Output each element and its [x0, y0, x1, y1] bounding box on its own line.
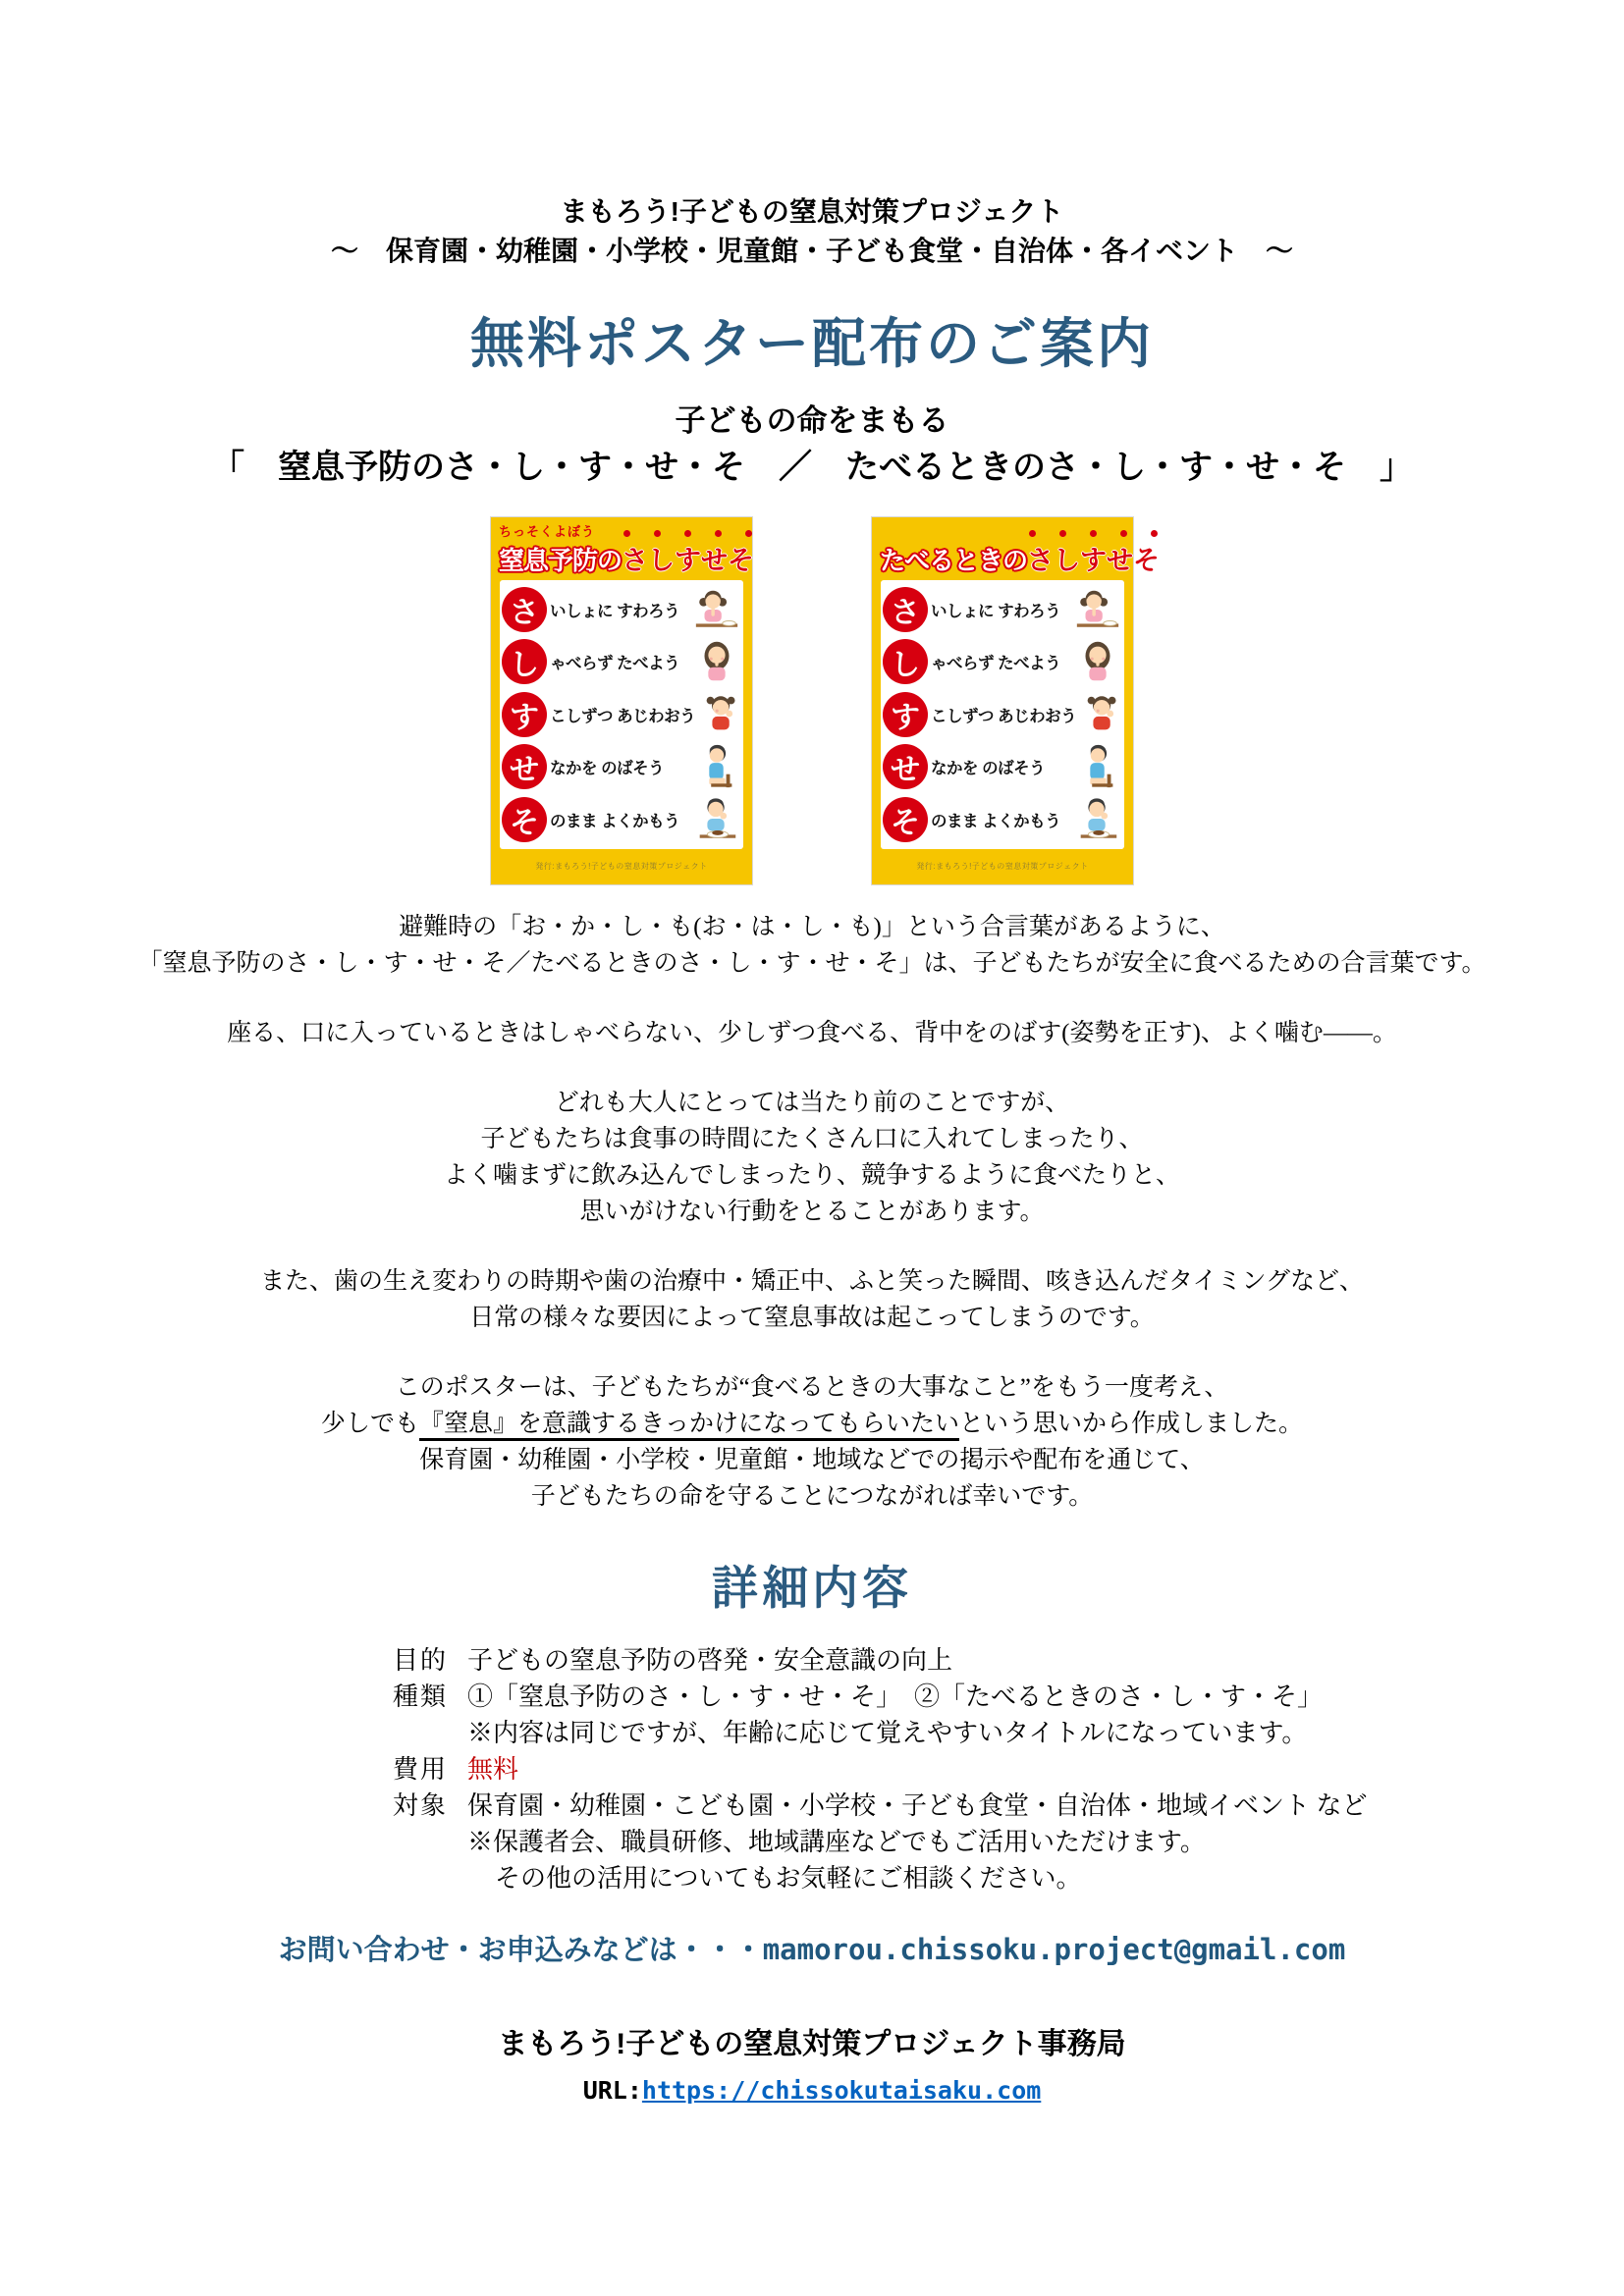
- poster-previews: [0, 516, 1624, 885]
- paragraph-line: 少しでも: [320, 1411, 419, 1437]
- paragraph-line: 保育園・幼稚園・小学校・児童館・地域などでの掲示や配布を通じて、: [419, 1447, 1205, 1473]
- kana-circle: す: [502, 692, 547, 737]
- detail-value: 子どもの窒息予防の啓発・安全意識の向上: [467, 1646, 953, 1675]
- poster-row: [883, 741, 1122, 794]
- paragraph-line: よく噛まずに飲み込んでしまったり、競争するように食べたりと、: [443, 1162, 1180, 1189]
- paragraph-line: 日常の様々な要因によって窒息事故は起こってしまうのです。: [469, 1305, 1155, 1331]
- girl-praying-icon: [1073, 585, 1122, 634]
- footer-url-line: [0, 2074, 1624, 2107]
- detail-target-note2: その他の活用についてもお気軽にご相談ください。: [495, 1864, 1082, 1893]
- paragraph-line: 思いがけない行動をとることがあります。: [579, 1199, 1045, 1225]
- detail-value-fee: 無料: [467, 1755, 519, 1784]
- project-header: [0, 0, 1624, 271]
- poster-rows-panel: [500, 580, 743, 849]
- poster-row-text: いしょに すわろう: [931, 602, 1061, 620]
- girl-tasting-icon: [698, 690, 747, 739]
- page-title: 無料ポスター配布のご案内: [469, 313, 1154, 374]
- subtitle-line1: 子どもの命をまもる: [675, 403, 949, 438]
- boy-posture-icon: [692, 742, 741, 791]
- poster-row: [502, 741, 741, 794]
- paragraph-line: このポスターは、子どもたちが“食べるときの大事なこと”をもう一度考え、: [395, 1374, 1229, 1401]
- poster-row-text: ゃべらず たべよう: [931, 655, 1061, 673]
- paragraph-line: 子どもたちの命を守ることにつながれば幸いです。: [530, 1483, 1094, 1510]
- detail-label: 目的: [393, 1646, 449, 1675]
- poster-row-text: のまま よくかもう: [550, 812, 680, 830]
- footer-organization: まもろう!子どもの窒息対策プロジェクト事務局: [498, 2028, 1126, 2060]
- poster-title-white: たべるときの: [880, 546, 1028, 575]
- target-audience-line: ～ 保育園・幼稚園・小学校・児童館・子ども食堂・自治体・各イベント ～: [330, 236, 1293, 266]
- url-label: URL:: [582, 2076, 642, 2105]
- underlined-phrase: 『窒息』を意識するきっかけになってもらいたい: [419, 1411, 959, 1441]
- detail-target: [393, 1788, 1624, 1824]
- poster-row-text: なかを のばそう: [550, 760, 665, 778]
- details-list: [393, 1642, 1624, 1896]
- details-heading: 詳細内容: [712, 1562, 912, 1614]
- contact-label: お問い合わせ・お申込みなどは・・・: [278, 1935, 763, 1966]
- poster-chissoku-yobou: [490, 516, 753, 885]
- paragraph-4: [0, 1263, 1624, 1336]
- emphasis-dots-icon: [623, 530, 752, 537]
- paragraph-line: どれも大人にとっては当たり前のことですが、: [554, 1090, 1070, 1116]
- kana-circle: せ: [502, 744, 547, 789]
- contact-email: mamorou.chissoku.project@gmail.com: [762, 1933, 1346, 1966]
- poster-row: [883, 636, 1122, 689]
- paragraph-line: 座る、口に入っているときはしゃべらない、少しずつ食べる、背中をのばす(姿勢を正す)、よく噛む――。: [227, 1020, 1397, 1046]
- poster-row-text: なかを のばそう: [931, 760, 1046, 778]
- poster-title: [499, 539, 755, 577]
- kana-circle: し: [883, 639, 928, 684]
- kana-circle: そ: [502, 797, 547, 842]
- paragraph-2: [0, 1015, 1624, 1051]
- poster-ruby-text: ちっそくよぼう: [499, 524, 596, 539]
- poster-row-text: こしずつ あじわおう: [550, 707, 696, 725]
- poster-title-red-text: さしすせそ: [1027, 546, 1161, 575]
- poster-rows-panel: [881, 580, 1124, 849]
- poster-row: [502, 636, 741, 689]
- poster-row: [883, 793, 1122, 846]
- poster-row-text: いしょに すわろう: [550, 602, 680, 620]
- subtitle-line2: 「 窒息予防のさ・し・す・せ・そ ／ たべるときのさ・し・す・せ・そ 」: [211, 450, 1413, 486]
- website-link[interactable]: https://chissokutaisaku.com: [641, 2076, 1042, 2105]
- girl-quiet-icon: [1073, 637, 1122, 686]
- detail-label: 対象: [393, 1791, 449, 1820]
- poster-title: [880, 539, 1161, 577]
- poster-credit: 発行:まもろう!子どもの窒息対策プロジェクト: [916, 862, 1089, 872]
- girl-tasting-icon: [1079, 690, 1128, 739]
- paragraph-line: また、歯の生え変わりの時期や歯の治療中・矯正中、ふと笑った瞬間、咳き込んだタイミングなど、: [259, 1268, 1364, 1295]
- poster-row: [502, 793, 741, 846]
- detail-label: 費用: [393, 1755, 449, 1784]
- kana-circle: し: [502, 639, 547, 684]
- detail-value: ①「窒息予防のさ・し・す・せ・そ」 ②「たべるときのさ・し・す・そ」: [467, 1682, 1324, 1711]
- body-text: [0, 909, 1624, 1515]
- boy-chewing-icon: [692, 795, 741, 844]
- paragraph-line: 子どもたちは食事の時間にたくさん口に入れてしまったり、: [480, 1126, 1144, 1152]
- poster-row-text: ゃべらず たべよう: [550, 655, 680, 673]
- poster-row: [883, 583, 1122, 636]
- poster-credit: 発行:まもろう!子どもの窒息対策プロジェクト: [535, 862, 708, 872]
- kana-circle: さ: [502, 587, 547, 632]
- poster-title-red: [622, 539, 754, 577]
- poster-title-red: [1027, 539, 1160, 577]
- poster-row: [502, 583, 741, 636]
- paragraph-3: [0, 1085, 1624, 1230]
- emphasis-dots-icon: [1029, 530, 1158, 537]
- detail-purpose: [393, 1642, 1624, 1679]
- detail-label: 種類: [393, 1682, 449, 1711]
- poster-taberu-toki: [871, 516, 1161, 885]
- detail-type-note: ※内容は同じですが、年齢に応じて覚えやすいタイトルになっています。: [467, 1719, 1308, 1747]
- paragraph-line: という思いから作成しました。: [959, 1411, 1304, 1437]
- paragraph-5: [0, 1369, 1624, 1515]
- poster-row: [502, 688, 741, 741]
- kana-circle: す: [883, 692, 928, 737]
- paragraph-1: [0, 909, 1624, 982]
- kana-circle: そ: [883, 797, 928, 842]
- girl-praying-icon: [692, 585, 741, 634]
- project-name: まもろう!子どもの窒息対策プロジェクト: [560, 196, 1064, 227]
- contact-line: [0, 1932, 1624, 1968]
- paragraph-line: 避難時の「お・か・し・も(お・は・し・も)」という合言葉があるように、: [399, 914, 1225, 940]
- boy-posture-icon: [1073, 742, 1122, 791]
- detail-fee: [393, 1751, 1624, 1788]
- detail-value: 保育園・幼稚園・こども園・小学校・子ども食堂・自治体・地域イベント など: [467, 1791, 1368, 1820]
- poster-title-red-text: さしすせそ: [622, 546, 755, 575]
- poster-row: [883, 688, 1122, 741]
- poster-row-text: のまま よくかもう: [931, 812, 1061, 830]
- boy-chewing-icon: [1073, 795, 1122, 844]
- kana-circle: せ: [883, 744, 928, 789]
- poster-title-white: 窒息予防の: [499, 546, 623, 575]
- paragraph-line: 「窒息予防のさ・し・す・せ・そ／たべるときのさ・し・す・せ・そ」は、子どもたちが安全に食べるための合言葉です。: [137, 950, 1487, 977]
- poster-header: [872, 517, 1161, 580]
- poster-row-text: こしずつ あじわおう: [931, 707, 1077, 725]
- detail-target-note: ※保護者会、職員研修、地域講座などでもご活用いただけます。: [467, 1828, 1206, 1856]
- poster-header: [491, 517, 755, 580]
- girl-quiet-icon: [692, 637, 741, 686]
- detail-type: [393, 1679, 1624, 1715]
- kana-circle: さ: [883, 587, 928, 632]
